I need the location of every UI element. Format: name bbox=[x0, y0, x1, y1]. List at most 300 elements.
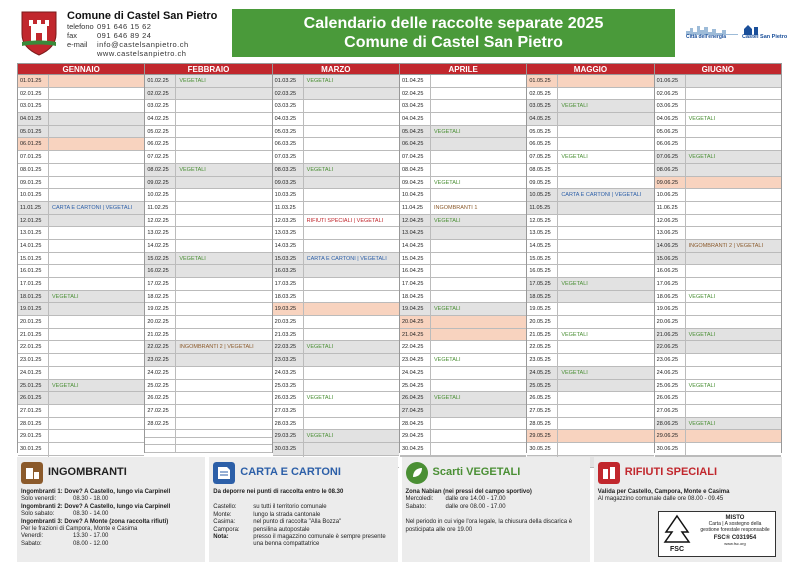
day-event bbox=[176, 418, 271, 430]
day-event bbox=[176, 438, 271, 445]
calendar-day bbox=[655, 88, 781, 101]
calendar-day bbox=[655, 430, 781, 443]
calendar-day bbox=[400, 291, 526, 304]
org-name: Comune di Castel San Pietro bbox=[67, 10, 218, 22]
day-date: 03.06.25 bbox=[655, 100, 686, 112]
day-date: 01.01.25 bbox=[18, 75, 49, 87]
day-event bbox=[176, 430, 271, 437]
day-event bbox=[304, 240, 399, 252]
fsc-tree-icon bbox=[662, 514, 692, 554]
day-event bbox=[176, 303, 271, 315]
day-event bbox=[176, 88, 271, 100]
calendar-day bbox=[18, 113, 144, 126]
day-event bbox=[431, 253, 526, 265]
day-date: 24.04.25 bbox=[400, 367, 431, 379]
month-column bbox=[18, 64, 145, 453]
day-date: 06.04.25 bbox=[400, 138, 431, 150]
day-date: 23.01.25 bbox=[18, 354, 49, 366]
day-date: 26.01.25 bbox=[18, 392, 49, 404]
calendar-day bbox=[18, 303, 144, 316]
day-event bbox=[176, 291, 271, 303]
day-event bbox=[558, 75, 653, 87]
day-date bbox=[145, 445, 176, 452]
month-column bbox=[145, 64, 272, 453]
day-date: 30.05.25 bbox=[527, 443, 558, 455]
day-date: 29.04.25 bbox=[400, 430, 431, 442]
day-date: 05.04.25 bbox=[400, 126, 431, 138]
day-date: 13.03.25 bbox=[273, 227, 304, 239]
calendar-day bbox=[18, 100, 144, 113]
calendar-day bbox=[18, 240, 144, 253]
calendar-day bbox=[527, 75, 653, 88]
day-date: 13.06.25 bbox=[655, 227, 686, 239]
day-event bbox=[176, 177, 271, 189]
calendar-day bbox=[400, 126, 526, 139]
day-event: VEGETALI bbox=[433, 306, 461, 313]
contact-email[interactable]: e-mail info@castelsanpietro.ch bbox=[67, 40, 189, 49]
month-column bbox=[273, 64, 400, 453]
day-event bbox=[176, 329, 271, 341]
energy-city-logo: Città dell'energia bbox=[686, 22, 738, 44]
day-date: 30.04.25 bbox=[400, 443, 431, 455]
calendar-day bbox=[18, 291, 144, 304]
calendar-day bbox=[145, 177, 271, 190]
day-event: VEGETALI bbox=[688, 293, 716, 300]
calendar-day bbox=[273, 443, 399, 456]
day-date: 01.02.25 bbox=[145, 75, 176, 87]
calendar-day bbox=[273, 392, 399, 405]
day-event bbox=[49, 240, 144, 252]
day-date: 05.01.25 bbox=[18, 126, 49, 138]
paper-icon bbox=[213, 462, 235, 484]
day-date: 01.06.25 bbox=[655, 75, 686, 87]
calendar-day bbox=[527, 405, 653, 418]
day-date: 29.03.25 bbox=[273, 430, 304, 442]
day-date: 27.03.25 bbox=[273, 405, 304, 417]
day-event bbox=[49, 443, 144, 455]
day-event bbox=[686, 430, 781, 442]
day-event: VEGETALI bbox=[688, 154, 716, 161]
day-date: 22.01.25 bbox=[18, 341, 49, 353]
day-event: VEGETALI bbox=[561, 103, 588, 110]
day-event bbox=[431, 380, 526, 392]
day-date: 20.03.25 bbox=[273, 316, 304, 328]
calendar-day bbox=[527, 367, 653, 380]
day-date: 19.05.25 bbox=[527, 303, 558, 315]
calendar-day bbox=[18, 75, 144, 88]
day-event bbox=[49, 126, 144, 138]
calendar-day bbox=[18, 138, 144, 151]
day-event bbox=[431, 265, 526, 277]
coat-of-arms-icon bbox=[20, 10, 58, 56]
day-date: 26.02.25 bbox=[145, 392, 176, 404]
day-event bbox=[686, 405, 781, 417]
calendar-day bbox=[400, 164, 526, 177]
calendar-day bbox=[655, 265, 781, 278]
carta-location-row: Casima: nel punto di raccolta "Alla Bozza" bbox=[213, 519, 342, 526]
day-date: 08.04.25 bbox=[400, 164, 431, 176]
day-date: 22.06.25 bbox=[655, 341, 686, 353]
calendar-day bbox=[18, 278, 144, 291]
day-event bbox=[686, 177, 781, 189]
month-header: APRILE bbox=[400, 64, 526, 75]
calendar-day bbox=[273, 113, 399, 126]
day-event: VEGETALI bbox=[52, 293, 79, 300]
calendar-day bbox=[18, 367, 144, 380]
day-event: VEGETALI bbox=[306, 395, 334, 402]
calendar-day bbox=[655, 278, 781, 291]
calendar-day bbox=[527, 316, 653, 329]
day-event bbox=[431, 341, 526, 353]
carta-location-row: Nota: presso il magazzino comunale è sempre presente una benna compattatrice bbox=[213, 534, 386, 548]
calendar-day bbox=[145, 138, 271, 151]
calendar-day bbox=[273, 278, 399, 291]
day-date: 27.04.25 bbox=[400, 405, 431, 417]
month-column bbox=[527, 64, 654, 453]
day-date: 30.03.25 bbox=[273, 443, 304, 455]
day-event bbox=[558, 443, 653, 455]
day-event bbox=[558, 354, 653, 366]
day-date: 07.06.25 bbox=[655, 151, 686, 163]
day-date: 25.02.25 bbox=[145, 380, 176, 392]
calendar-day bbox=[273, 316, 399, 329]
day-date: 24.05.25 bbox=[527, 367, 558, 379]
day-date: 05.06.25 bbox=[655, 126, 686, 138]
day-date: 14.01.25 bbox=[18, 240, 49, 252]
day-event: VEGETALI bbox=[688, 116, 716, 123]
calendar-day bbox=[273, 354, 399, 367]
day-date: 20.05.25 bbox=[527, 316, 558, 328]
day-event bbox=[304, 113, 399, 125]
day-event: INGOMBRANTI 1 bbox=[433, 204, 478, 211]
calendar-day bbox=[273, 405, 399, 418]
calendar-day bbox=[400, 177, 526, 190]
calendar-day bbox=[527, 189, 653, 202]
day-date: 30.01.25 bbox=[18, 443, 49, 455]
day-event: VEGETALI bbox=[561, 331, 588, 338]
day-event: VEGETALI bbox=[688, 382, 716, 389]
day-event bbox=[431, 189, 526, 201]
day-date: 13.01.25 bbox=[18, 227, 49, 239]
contact-website[interactable]: www.castelsanpietro.ch bbox=[97, 49, 187, 58]
day-event bbox=[686, 253, 781, 265]
day-event bbox=[49, 138, 144, 150]
partner-logos bbox=[686, 22, 796, 44]
day-event: VEGETALI bbox=[306, 433, 334, 440]
day-event bbox=[304, 354, 399, 366]
day-event: VEGETALI bbox=[306, 344, 334, 351]
day-event bbox=[49, 354, 144, 366]
calendar-day bbox=[145, 291, 271, 304]
calendar-day bbox=[273, 164, 399, 177]
calendar-day bbox=[527, 380, 653, 393]
day-date bbox=[145, 438, 176, 445]
day-date: 17.05.25 bbox=[527, 278, 558, 290]
day-date: 21.01.25 bbox=[18, 329, 49, 341]
furniture-icon bbox=[21, 462, 43, 484]
day-event bbox=[304, 278, 399, 290]
calendar-day bbox=[527, 151, 653, 164]
day-event: CARTA E CARTONI | VEGETALI bbox=[52, 204, 133, 211]
day-event bbox=[304, 177, 399, 189]
day-event bbox=[558, 341, 653, 353]
calendar-day bbox=[400, 341, 526, 354]
day-event bbox=[176, 126, 271, 138]
day-date: 04.02.25 bbox=[145, 113, 176, 125]
calendar-day bbox=[18, 227, 144, 240]
day-date: 06.05.25 bbox=[527, 138, 558, 150]
day-event: VEGETALI bbox=[306, 166, 334, 173]
calendar-day bbox=[273, 303, 399, 316]
title-banner bbox=[232, 9, 675, 57]
day-date: 09.04.25 bbox=[400, 177, 431, 189]
day-date: 11.03.25 bbox=[273, 202, 304, 214]
calendar-day bbox=[18, 380, 144, 393]
day-event bbox=[686, 392, 781, 404]
day-event bbox=[431, 164, 526, 176]
day-date: 03.03.25 bbox=[273, 100, 304, 112]
day-event bbox=[558, 164, 653, 176]
calendar-day bbox=[18, 418, 144, 431]
day-event bbox=[686, 75, 781, 87]
month-column bbox=[655, 64, 782, 453]
header bbox=[0, 0, 800, 62]
calendar-day bbox=[655, 189, 781, 202]
day-event bbox=[49, 100, 144, 112]
day-date: 25.05.25 bbox=[527, 380, 558, 392]
day-event: VEGETALI bbox=[433, 179, 461, 186]
day-event bbox=[558, 202, 653, 214]
calendar-day bbox=[145, 438, 271, 446]
day-date: 23.02.25 bbox=[145, 354, 176, 366]
day-date: 06.01.25 bbox=[18, 138, 49, 150]
day-event bbox=[49, 392, 144, 404]
day-date: 23.04.25 bbox=[400, 354, 431, 366]
calendar-day bbox=[18, 265, 144, 278]
calendar-day bbox=[527, 88, 653, 101]
calendar-day bbox=[527, 265, 653, 278]
day-date: 21.02.25 bbox=[145, 329, 176, 341]
day-date: 08.05.25 bbox=[527, 164, 558, 176]
day-date: 26.04.25 bbox=[400, 392, 431, 404]
calendar-day bbox=[18, 215, 144, 228]
day-event bbox=[176, 151, 271, 163]
day-event bbox=[558, 215, 653, 227]
calendar-day bbox=[145, 75, 271, 88]
calendar-day bbox=[273, 430, 399, 443]
legend-carta: CARTA E CARTONI Da deporre nei punti di raccolta entro le 08.30 Castello: su tutti il territorio comunale Monte: lungo la strada cantonale Casima: nel punto di raccolta "Alla Bozza" Campora: pensilina autopostale Nota: presso il magazzino comunale è sempre presente una benna compattatrice bbox=[209, 457, 397, 562]
calendar-day bbox=[400, 138, 526, 151]
day-event bbox=[49, 113, 144, 125]
day-event bbox=[49, 430, 144, 442]
carta-location-row: Monte: lungo la strada cantonale bbox=[213, 511, 321, 518]
calendar-day bbox=[18, 405, 144, 418]
day-date: 06.03.25 bbox=[273, 138, 304, 150]
day-event bbox=[176, 445, 271, 452]
day-event: VEGETALI bbox=[561, 281, 588, 287]
day-event bbox=[304, 227, 399, 239]
day-date: 28.06.25 bbox=[655, 418, 686, 430]
day-date: 20.01.25 bbox=[18, 316, 49, 328]
day-event bbox=[431, 240, 526, 252]
calendar-day bbox=[655, 151, 781, 164]
calendar-day bbox=[273, 418, 399, 431]
day-event: VEGETALI bbox=[179, 166, 206, 173]
calendar-day bbox=[655, 177, 781, 190]
day-event bbox=[558, 88, 653, 100]
day-date: 14.06.25 bbox=[655, 240, 686, 252]
day-event: VEGETALI bbox=[52, 382, 79, 389]
day-date: 24.03.25 bbox=[273, 367, 304, 379]
day-event bbox=[304, 189, 399, 201]
day-date: 25.03.25 bbox=[273, 380, 304, 392]
day-event bbox=[431, 443, 526, 455]
calendar-day bbox=[527, 240, 653, 253]
day-date: 20.06.25 bbox=[655, 316, 686, 328]
day-date: 02.01.25 bbox=[18, 88, 49, 100]
day-event: VEGETALI bbox=[179, 255, 206, 262]
day-event bbox=[431, 367, 526, 379]
calendar-day bbox=[273, 126, 399, 139]
calendar-day bbox=[145, 405, 271, 418]
day-date: 18.04.25 bbox=[400, 291, 431, 303]
day-date: 16.06.25 bbox=[655, 265, 686, 277]
day-date: 21.04.25 bbox=[400, 329, 431, 341]
day-event bbox=[304, 138, 399, 150]
day-event bbox=[49, 341, 144, 353]
day-event bbox=[558, 113, 653, 125]
calendar-day bbox=[145, 202, 271, 215]
hazard-icon bbox=[598, 462, 620, 484]
calendar-day bbox=[400, 430, 526, 443]
day-event bbox=[176, 265, 271, 277]
day-date: 20.02.25 bbox=[145, 316, 176, 328]
day-event bbox=[686, 303, 781, 315]
calendar-day bbox=[527, 443, 653, 456]
day-event bbox=[304, 380, 399, 392]
day-event bbox=[176, 240, 271, 252]
day-date: 18.05.25 bbox=[527, 291, 558, 303]
calendar-day bbox=[145, 227, 271, 240]
page-title: Calendario delle raccolte separate 2025 bbox=[303, 15, 604, 32]
calendar-day bbox=[18, 177, 144, 190]
day-date: 14.04.25 bbox=[400, 240, 431, 252]
day-event: VEGETALI bbox=[306, 78, 334, 84]
day-event bbox=[49, 367, 144, 379]
day-event bbox=[558, 265, 653, 277]
carta-location-row: Castello: su tutti il territorio comunale bbox=[213, 504, 327, 511]
day-event bbox=[431, 430, 526, 442]
calendar-day bbox=[655, 113, 781, 126]
day-date: 29.05.25 bbox=[527, 430, 558, 442]
calendar-day bbox=[400, 418, 526, 431]
calendar-day bbox=[18, 253, 144, 266]
day-date: 11.06.25 bbox=[655, 202, 686, 214]
calendar-day bbox=[655, 354, 781, 367]
day-date: 13.02.25 bbox=[145, 227, 176, 239]
calendar-day bbox=[655, 380, 781, 393]
day-date: 11.01.25 bbox=[18, 202, 49, 214]
calendar-day bbox=[18, 202, 144, 215]
day-event bbox=[686, 316, 781, 328]
day-date: 26.03.25 bbox=[273, 392, 304, 404]
calendar-day bbox=[400, 240, 526, 253]
calendar-day bbox=[18, 189, 144, 202]
day-date bbox=[145, 430, 176, 437]
day-event bbox=[49, 88, 144, 100]
day-date: 02.04.25 bbox=[400, 88, 431, 100]
day-date: 22.05.25 bbox=[527, 341, 558, 353]
day-date: 09.03.25 bbox=[273, 177, 304, 189]
calendar-day bbox=[273, 253, 399, 266]
day-date: 27.02.25 bbox=[145, 405, 176, 417]
day-date: 10.06.25 bbox=[655, 189, 686, 201]
calendar-day bbox=[18, 392, 144, 405]
day-date: 15.02.25 bbox=[145, 253, 176, 265]
day-event bbox=[686, 341, 781, 353]
day-date: 05.05.25 bbox=[527, 126, 558, 138]
day-event bbox=[431, 100, 526, 112]
day-event bbox=[49, 215, 144, 227]
day-event bbox=[558, 418, 653, 430]
calendar-day bbox=[145, 126, 271, 139]
day-date: 02.06.25 bbox=[655, 88, 686, 100]
calendar-day bbox=[400, 215, 526, 228]
calendar-day bbox=[273, 151, 399, 164]
calendar-day bbox=[145, 265, 271, 278]
calendar-day bbox=[145, 329, 271, 342]
day-date: 16.02.25 bbox=[145, 265, 176, 277]
day-date: 29.01.25 bbox=[18, 430, 49, 442]
day-event bbox=[304, 88, 399, 100]
day-event bbox=[176, 367, 271, 379]
calendar-day bbox=[655, 75, 781, 88]
day-date: 27.05.25 bbox=[527, 405, 558, 417]
calendar-day bbox=[527, 354, 653, 367]
day-event bbox=[304, 151, 399, 163]
day-event bbox=[49, 316, 144, 328]
day-event bbox=[176, 189, 271, 201]
day-date: 15.06.25 bbox=[655, 253, 686, 265]
day-date: 25.06.25 bbox=[655, 380, 686, 392]
contact-phone: telefono 091 646 15 62 bbox=[67, 22, 152, 31]
day-event bbox=[686, 189, 781, 201]
month-header: MAGGIO bbox=[527, 64, 653, 75]
day-event bbox=[49, 151, 144, 163]
calendar-day bbox=[18, 354, 144, 367]
calendar-day bbox=[655, 367, 781, 380]
day-event bbox=[304, 329, 399, 341]
day-event bbox=[558, 253, 653, 265]
day-date: 19.03.25 bbox=[273, 303, 304, 315]
day-date: 02.05.25 bbox=[527, 88, 558, 100]
day-event bbox=[686, 215, 781, 227]
calendar-day bbox=[18, 88, 144, 101]
day-event bbox=[558, 430, 653, 442]
calendar-day bbox=[145, 445, 271, 453]
day-date: 07.02.25 bbox=[145, 151, 176, 163]
day-date: 22.02.25 bbox=[145, 341, 176, 353]
day-event bbox=[49, 405, 144, 417]
day-date: 14.03.25 bbox=[273, 240, 304, 252]
day-date: 22.03.25 bbox=[273, 341, 304, 353]
day-date: 23.03.25 bbox=[273, 354, 304, 366]
day-event bbox=[431, 151, 526, 163]
calendar-day bbox=[527, 278, 653, 291]
calendar-day bbox=[400, 265, 526, 278]
day-date: 21.03.25 bbox=[273, 329, 304, 341]
calendar-day bbox=[145, 354, 271, 367]
